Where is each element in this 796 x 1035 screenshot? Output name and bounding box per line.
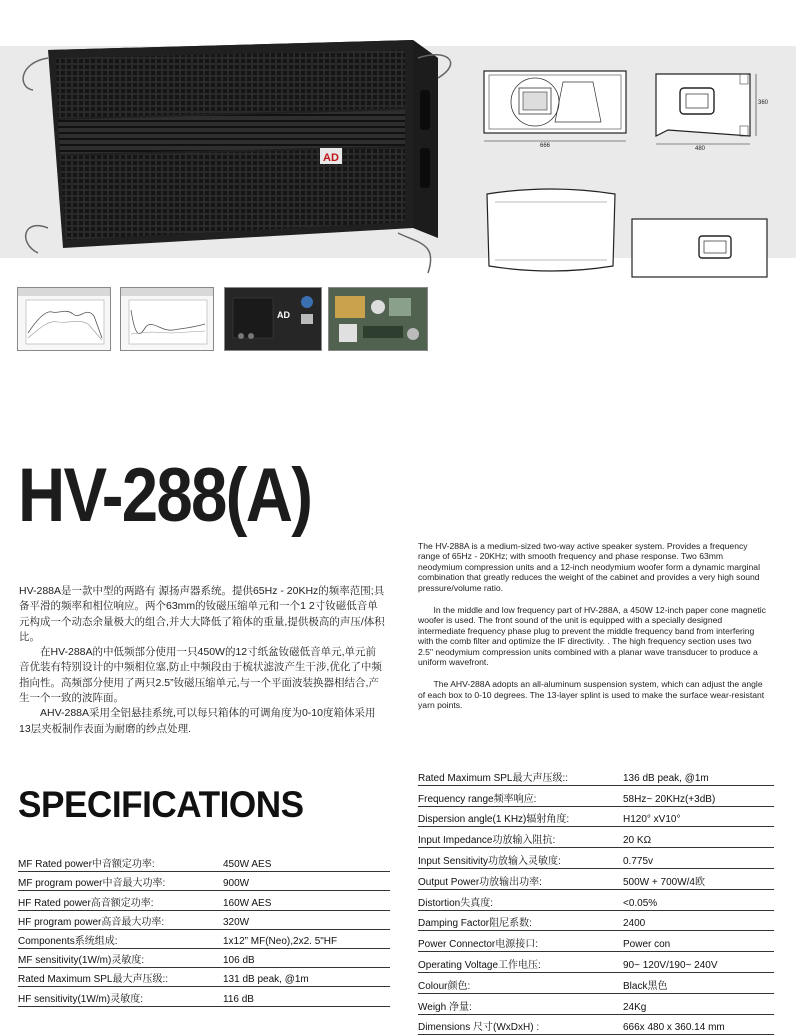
cn-paragraph-2: 在HV-288A的中低频部分使用一只450W的12寸纸盆钕磁低音单元,单元前音优装有特别设计的中频相位塞,防止中频段由于梳状滤波产生干涉,优化了中频指向性。高频部分使用了两只2.5”钕磁压缩单元,与一个平面波装换器相结合,产生一个一致的波阵面。 [19, 646, 382, 705]
spec-label: MF Rated power中音额定功率: [18, 853, 223, 872]
spec-row [18, 872, 390, 891]
spec-value: 58Hz~ 20KHz(+3dB) [623, 785, 774, 806]
spec-value: H120° xV10° [623, 806, 774, 827]
speaker-product-image [18, 28, 458, 278]
spec-value: 90~ 120V/190~ 240V [623, 952, 774, 973]
spec-row [18, 987, 390, 1006]
spec-label: Damping Factor阻尼系数: [418, 910, 623, 931]
spec-row [418, 785, 774, 806]
spec-row [18, 968, 390, 987]
spec-row [418, 952, 774, 973]
spec-row [418, 931, 774, 952]
spec-value: 900W [223, 872, 390, 891]
spec-value: 131 dB peak, @1m [223, 968, 390, 987]
spec-value: 2400 [623, 910, 774, 931]
top-view-drawing [483, 188, 619, 274]
spec-value: 450W AES [223, 853, 390, 872]
spec-row [418, 827, 774, 848]
en-paragraph-1: The HV-288A is a medium-sized two-way active speaker system. Provides a frequency range of 65Hz - 20KHz; with smooth frequency and phase response. Two 63mm neodymium compression units and a 12-inch neodymium woofer form a dynamic marginal combination that greatly reduces the weight of the cabinet and provides a very high sound pressure/volume ratio. [418, 541, 760, 593]
spec-value: 1x12” MF(Neo),2x2. 5"HF [223, 929, 390, 948]
spec-label: Output Power功放输出功率: [418, 868, 623, 889]
spec-value: 160W AES [223, 891, 390, 910]
spec-label: HF sensitivity(1W/m)灵敏度: [18, 987, 223, 1006]
logo-text: AD [323, 152, 339, 164]
spec-label: Distortion失真度: [418, 889, 623, 910]
spec-row [418, 848, 774, 869]
spec-value: 666x 480 x 360.14 mm [623, 1014, 774, 1035]
front-width-dim: 666 [540, 143, 551, 149]
specs-table-left [18, 853, 390, 1007]
spec-row [18, 891, 390, 910]
description-chinese [19, 584, 385, 737]
spec-row [418, 868, 774, 889]
spec-value: 320W [223, 910, 390, 929]
specs-table-right [418, 765, 774, 1035]
amplifier-panel-thumb [224, 287, 322, 351]
spec-value: 500W + 700W/4欧 [623, 868, 774, 889]
spec-label: HF Rated power高音额定功率: [18, 891, 223, 910]
spec-label: HF program power高音最大功率: [18, 910, 223, 929]
spec-label: Components系统组成: [18, 929, 223, 948]
spec-row [418, 889, 774, 910]
spec-value: 106 dB [223, 948, 390, 967]
side-width-dim: 480 [695, 146, 706, 152]
spec-label: Dispersion angle(1 KHz)辐射角度: [418, 806, 623, 827]
spec-label: Weigh 净量: [418, 993, 623, 1014]
spec-label: Dimensions 尺寸(WxDxH) : [418, 1014, 623, 1035]
spec-row [418, 806, 774, 827]
en-paragraph-2: In the middle and low frequency part of HV-288A, a 450W 12-inch paper cone magnetic woofer is used. The front sound of the unit is equipped with a specially designed intermediate frequency phase plug to prevent the middle frequency band from interfering with the comb filter and optimize the IF directivity. . The high frequency section uses two 2.5" neodymium compression units combined with a planar wave transducer to produce a uniform wavefront. [418, 605, 766, 668]
spec-label: MF program power中音最大功率: [18, 872, 223, 891]
spec-row [418, 765, 774, 785]
spec-value: 0.775v [623, 848, 774, 869]
impedance-graph-thumb [120, 287, 214, 351]
spec-label: Power Connector电源接口: [418, 931, 623, 952]
spec-label: Frequency range频率响应: [418, 785, 623, 806]
spec-label: Operating Voltage工作电压: [418, 952, 623, 973]
thumb-logo-text: AD [277, 310, 290, 320]
specifications-title: SPECIFICATIONS [18, 784, 304, 825]
spec-row [18, 853, 390, 872]
model-title: HV-288(A) [18, 453, 312, 538]
spec-row [418, 972, 774, 993]
spec-row [418, 1014, 774, 1035]
spec-value: Black黑色 [623, 972, 774, 993]
spec-row [18, 948, 390, 967]
spec-label: MF sensitivity(1W/m)灵敏度: [18, 948, 223, 967]
front-view-drawing [483, 70, 628, 148]
description-english [418, 541, 768, 723]
spec-value: Power con [623, 931, 774, 952]
cn-paragraph-3: AHV-288A采用全铝悬挂系统,可以每只箱体的可调角度为0-10度箱体采用13层夹板制作表面为耐磨的纱点处理. [19, 707, 376, 735]
spec-row [18, 929, 390, 948]
spec-label: Colour颜色: [418, 972, 623, 993]
spec-value: 116 dB [223, 987, 390, 1006]
spec-value: 20 KΩ [623, 827, 774, 848]
spec-label: Rated Maximum SPL最大声压级:: [18, 968, 223, 987]
spec-value: 24Kg [623, 993, 774, 1014]
spec-label: Input Sensitivity功放输入灵敏度: [418, 848, 623, 869]
spec-label: Rated Maximum SPL最大声压级:: [418, 765, 623, 785]
circuit-board-thumb [328, 287, 428, 351]
spec-row [418, 993, 774, 1014]
side-height-dim: 360 [758, 100, 769, 106]
cn-paragraph-1: HV-288A是一款中型的两路有 源扬声器系统。提供65Hz - 20KHz的频率范围;具备平滑的频率和相位响应。两个63mm的钕磁压缩单元和一个1 2寸钕磁低音单元构成一个动态余量极大的组合,并大大降低了箱体的重量,提供极高的声压/体积比。 [19, 585, 385, 643]
spec-value: <0.05% [623, 889, 774, 910]
rear-view-drawing [631, 218, 769, 280]
spec-value: 136 dB peak, @1m [623, 765, 774, 785]
spec-label: Input Impedance功放输入阻抗: [418, 827, 623, 848]
en-paragraph-3: The AHV-288A adopts an all-aluminum suspension system, which can adjust the angle of each box to 0-10 degrees. The 13-layer splint is used to make the surface wear-resistant yarn points. [418, 679, 765, 711]
frequency-response-graph-thumb [17, 287, 111, 351]
spec-row [418, 910, 774, 931]
spec-row [18, 910, 390, 929]
side-view-drawing [650, 70, 769, 152]
